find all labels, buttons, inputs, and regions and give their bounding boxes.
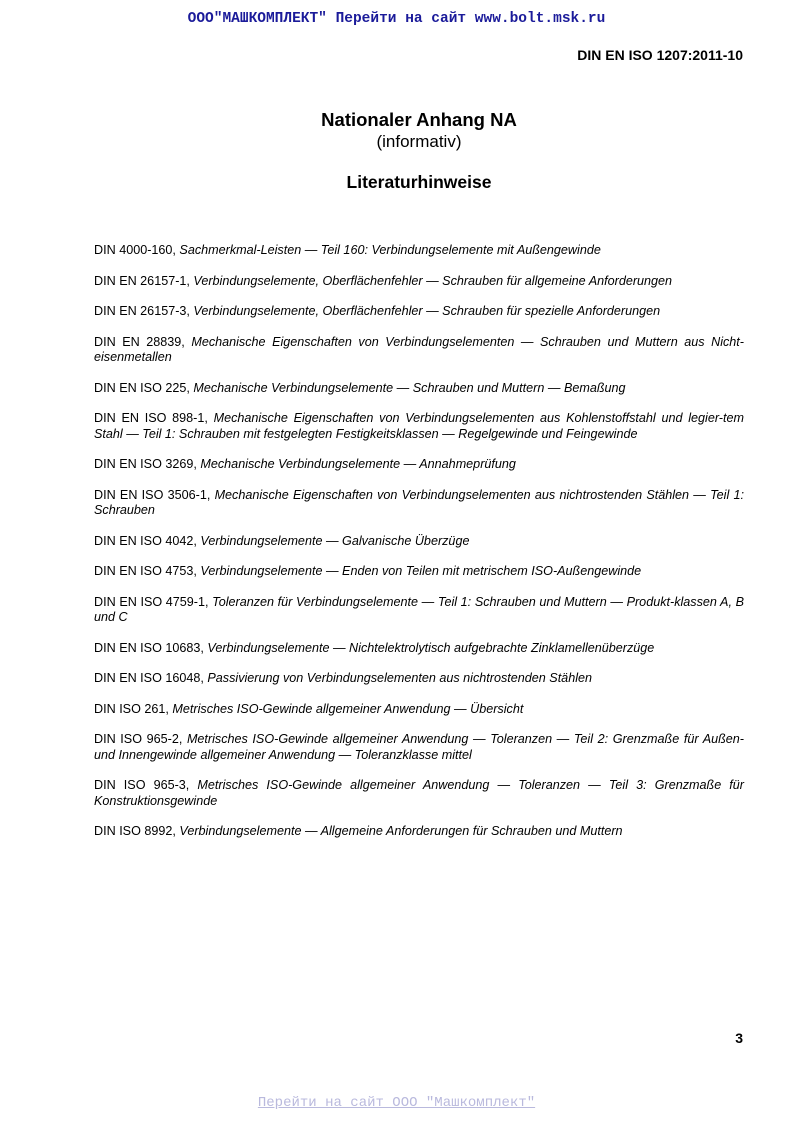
reference-item <box>94 671 744 687</box>
reference-title: Sachmerkmal-Leisten — Teil 160: Verbindungselemente mit Außengewinde <box>179 243 601 257</box>
reference-item <box>94 534 744 550</box>
reference-item <box>94 702 744 718</box>
reference-code: DIN EN ISO 4753, <box>94 564 201 578</box>
reference-code: DIN ISO 965-2, <box>94 732 187 746</box>
top-site-link[interactable]: ООО"МАШКОМПЛЕКТ" Перейти на сайт www.bolt.msk.ru <box>187 11 606 27</box>
reference-title: Mechanische Eigenschaften von Verbindungselementen aus nichtrostenden Stählen — Teil 1: Schrauben <box>94 487 744 517</box>
reference-code: DIN 4000-160, <box>94 243 180 257</box>
reference-item <box>94 824 744 840</box>
reference-title: Toleranzen für Verbindungselemente — Teil 1: Schrauben und Muttern — Produkt-klassen A, B und C <box>94 594 744 624</box>
document-number: DIN EN ISO 1207:2011-10 <box>577 47 743 63</box>
reference-title: Verbindungselemente, Oberflächenfehler — Schrauben für spezielle Anforderungen <box>193 304 661 318</box>
reference-title: Verbindungselemente, Oberflächenfehler — Schrauben für allgemeine Anforderungen <box>193 273 673 288</box>
annex-subtitle: (informativ) <box>376 132 462 151</box>
reference-code: DIN EN ISO 3269, <box>94 457 201 471</box>
reference-item <box>94 457 744 473</box>
reference-code: DIN EN ISO 898-1, <box>94 411 214 425</box>
reference-title: Metrisches ISO-Gewinde allgemeiner Anwendung — Toleranzen — Teil 3: Grenzmaße für Konstruktionsgewinde <box>94 778 744 808</box>
bottom-site-link[interactable]: Перейти на сайт ООО "Машкомплект" <box>257 1095 536 1111</box>
reference-code: DIN EN 26157-1, <box>94 273 194 288</box>
reference-title: Mechanische Verbindungselemente — Annahmeprüfung <box>200 457 516 471</box>
reference-code: DIN EN ISO 10683, <box>94 640 208 655</box>
reference-code: DIN EN ISO 16048, <box>94 671 208 685</box>
reference-title: Mechanische Eigenschaften von Verbindungselementen — Schrauben und Muttern aus Nicht-eisenmetallen <box>94 334 744 364</box>
reference-item <box>94 243 744 259</box>
reference-item <box>94 564 744 580</box>
reference-title: Passivierung von Verbindungselementen aus nichtrostenden Stählen <box>207 671 593 685</box>
reference-code: DIN EN ISO 3506-1, <box>94 487 215 502</box>
reference-item <box>94 488 744 519</box>
reference-item <box>94 411 744 442</box>
reference-code: DIN ISO 261, <box>94 701 173 716</box>
section-title: Literaturhinweise <box>346 172 492 192</box>
reference-title: Metrisches ISO-Gewinde allgemeiner Anwendung — Toleranzen — Teil 2: Grenzmaße für Außen- und Innengewinde allgemeiner Anwendung — Toleranzklasse mittel <box>94 732 744 762</box>
annex-title: Nationaler Anhang NA <box>321 109 517 130</box>
reference-title: Verbindungselemente — Nichtelektrolytisch aufgebrachte Zinklamellenüberzüge <box>207 640 655 655</box>
reference-code: DIN ISO 8992, <box>94 824 180 838</box>
reference-item <box>94 335 744 366</box>
reference-item <box>94 778 744 809</box>
reference-item <box>94 304 744 320</box>
reference-list <box>94 243 744 855</box>
reference-item <box>94 381 744 397</box>
reference-item <box>94 732 744 763</box>
page-number: 3 <box>735 1030 743 1046</box>
reference-title: Mechanische Eigenschaften von Verbindungselementen aus Kohlenstoffstahl und legier-tem Stahl — Teil 1: Schrauben mit festgelegten Festigkeitsklassen — Regelgewinde und Feingewinde <box>94 411 744 441</box>
reference-title: Mechanische Verbindungselemente — Schrauben und Muttern — Bemaßung <box>193 380 626 395</box>
reference-code: DIN EN ISO 4042, <box>94 533 201 548</box>
reference-title: Verbindungselemente — Enden von Teilen mit metrischem ISO-Außengewinde <box>200 564 642 578</box>
reference-item <box>94 641 744 657</box>
reference-code: DIN EN ISO 225, <box>94 380 194 395</box>
reference-title: Verbindungselemente — Galvanische Überzüge <box>200 533 470 548</box>
reference-code: DIN EN 28839, <box>94 334 192 349</box>
reference-code: DIN EN 26157-3, <box>94 304 194 318</box>
reference-item <box>94 274 744 290</box>
reference-title: Verbindungselemente — Allgemeine Anforderungen für Schrauben und Muttern <box>179 824 623 838</box>
reference-title: Metrisches ISO-Gewinde allgemeiner Anwendung — Übersicht <box>172 701 524 716</box>
reference-code: DIN ISO 965-3, <box>94 778 198 792</box>
reference-code: DIN EN ISO 4759-1, <box>94 594 213 609</box>
reference-item <box>94 595 744 626</box>
